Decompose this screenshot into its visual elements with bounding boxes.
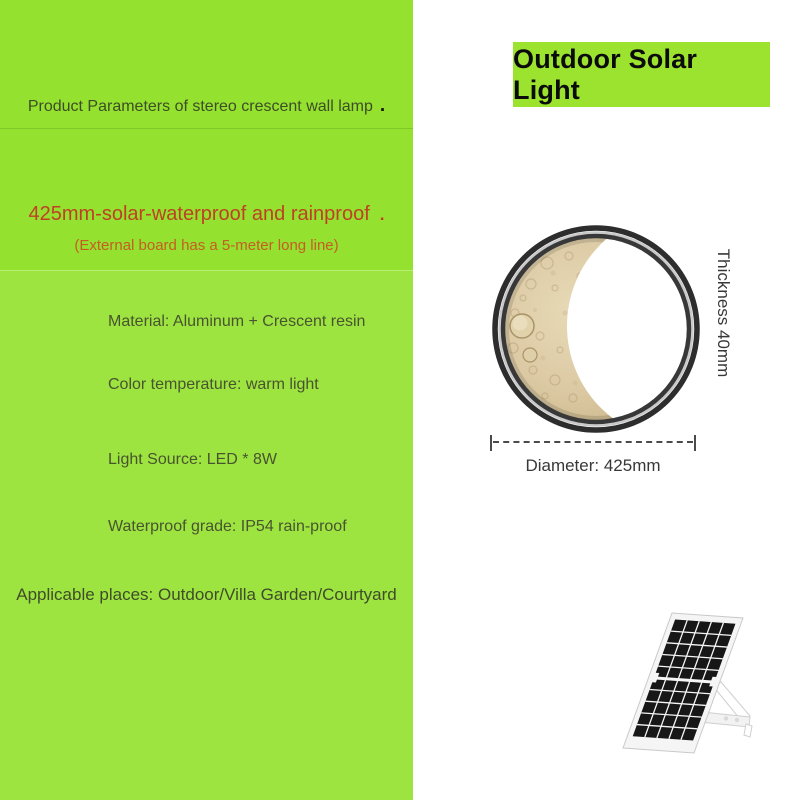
- highlight-text: 425mm-solar-waterproof and rainproof: [28, 203, 370, 225]
- thickness-label: Thickness 40mm: [714, 248, 733, 378]
- highlight-section: [0, 129, 413, 270]
- page-title: Product Parameters of stereo crescent wall lamp: [27, 98, 373, 115]
- product-banner: [513, 42, 770, 107]
- spec-light-source: Light Source: LED * 8W: [108, 451, 277, 468]
- crater-large-highlight: [513, 316, 528, 331]
- title-section: [0, 0, 413, 129]
- spec-material: Material: Aluminum + Crescent resin: [108, 313, 366, 330]
- applicable-places: Applicable places: Outdoor/Villa Garden/Courtyard: [16, 585, 397, 604]
- spec-waterproof-grade: Waterproof grade: IP54 rain-proof: [108, 518, 347, 535]
- dimension-tick-right: [694, 435, 696, 451]
- highlight-dot: .: [379, 205, 385, 224]
- banner-label: Outdoor Solar Light: [513, 43, 698, 105]
- diameter-label: Diameter: 425mm: [525, 456, 661, 475]
- dimension-dash-line: [493, 441, 693, 443]
- moon-lamp-image: [485, 218, 707, 440]
- diameter-dimension-line: [490, 435, 696, 451]
- dimension-tick-left: [490, 435, 492, 451]
- title-dot: .: [379, 95, 386, 116]
- specs-section: [0, 270, 413, 800]
- spec-color-temperature: Color temperature: warm light: [108, 376, 319, 393]
- panel-frame: [623, 613, 743, 753]
- crater-small: [523, 348, 537, 362]
- solar-panel-image: [600, 600, 800, 800]
- highlight-note: (External board has a 5-meter long line): [74, 237, 339, 254]
